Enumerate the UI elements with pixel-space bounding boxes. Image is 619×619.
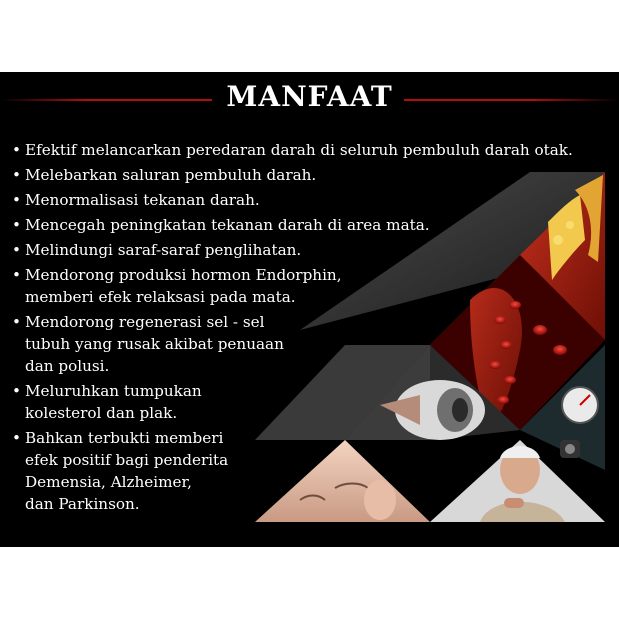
bullet-icon: • — [12, 141, 21, 159]
bullet-icon: • — [12, 313, 21, 331]
bullet-icon: • — [12, 382, 21, 400]
bullet-icon: • — [12, 266, 21, 284]
list-item: • Melindungi saraf-saraf penglihatan. — [12, 241, 302, 259]
page-title: MANFAAT — [226, 80, 393, 113]
benefits-list — [12, 139, 602, 518]
bullet-icon: • — [12, 191, 21, 209]
list-item: • Meluruhkan tumpukan kolesterol dan plak. — [12, 382, 202, 422]
list-item: • Melebarkan saluran pembuluh darah. — [12, 166, 317, 184]
list-item: • Mencegah peningkatan tekanan darah di area mata. — [12, 216, 430, 234]
bullet-icon: • — [12, 216, 21, 234]
list-item: • Efektif melancarkan peredaran darah di seluruh pembuluh darah otak. — [12, 141, 573, 159]
list-item: • Menormalisasi tekanan darah. — [12, 191, 260, 209]
bullet-icon: • — [12, 241, 21, 259]
list-item: • Bahkan terbukti memberi efek positif bagi penderita Demensia, Alzheimer, dan Parkinson. — [12, 429, 229, 513]
bullet-icon: • — [12, 166, 21, 184]
list-item: • Mendorong produksi hormon Endorphin, memberi efek relaksasi pada mata. — [12, 266, 342, 306]
bullet-icon: • — [12, 429, 21, 447]
list-item: • Mendorong regenerasi sel - sel tubuh yang rusak akibat penuaan dan polusi. — [12, 313, 284, 375]
